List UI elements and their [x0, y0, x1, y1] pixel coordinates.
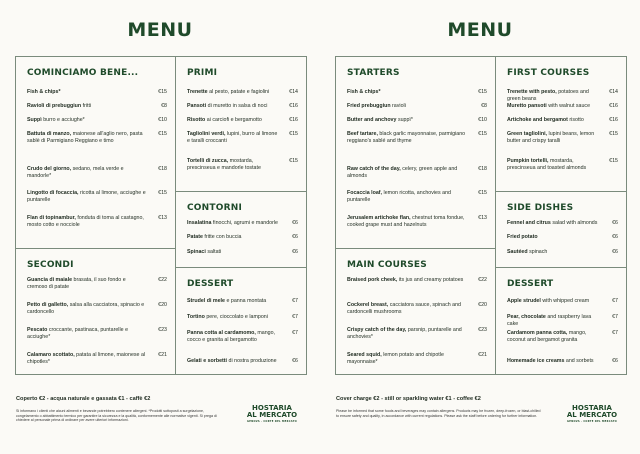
menu-item	[507, 298, 618, 305]
dish-price: €22	[158, 277, 167, 283]
dish-price: €7	[292, 314, 298, 320]
menu-item	[347, 277, 487, 284]
dish-description	[507, 89, 618, 104]
dish-name: Cockerel breast,	[347, 302, 389, 308]
menu-item	[347, 215, 487, 230]
menu-section	[336, 57, 495, 248]
dish-price: €15	[478, 89, 487, 95]
dish-description	[27, 215, 167, 230]
dish-details: mostarda, prescinseua e mandorle tostate	[187, 158, 261, 172]
dish-description	[347, 89, 487, 96]
menu-item	[27, 327, 167, 342]
dish-name: Cardamom panna cotta,	[507, 330, 568, 336]
dish-name: Sautéed	[507, 249, 528, 255]
dish-details: potatoes and green beans	[507, 89, 589, 103]
menu-item	[27, 215, 167, 230]
dish-name: Trenette with pesto,	[507, 89, 557, 95]
section-heading: DESSERT	[507, 279, 554, 289]
menu-column-left	[336, 57, 496, 374]
menu-item	[507, 117, 618, 124]
menu-item	[347, 166, 487, 181]
dish-details: lemon potato and chipotle mayonnaise*	[347, 352, 444, 366]
dish-price: €23	[478, 327, 487, 333]
dish-details: mango, cocco e granita al bergamotto	[187, 330, 276, 344]
menu-section	[496, 267, 626, 375]
dish-description	[347, 352, 487, 367]
dish-price: €6	[612, 358, 618, 364]
dish-price: €6	[612, 220, 618, 226]
dish-description	[507, 249, 618, 256]
dish-name: Apple strudel	[507, 298, 541, 304]
dish-description	[507, 234, 618, 241]
menu-item	[507, 103, 618, 110]
dish-name: Pumpkin tortelli,	[507, 158, 549, 164]
dish-details: al pesto, patate e fagiolini	[209, 89, 270, 95]
dish-name: Flan di topinambur,	[27, 215, 76, 221]
dish-details: burro e acciughe*	[43, 117, 85, 123]
menu-section	[496, 191, 626, 268]
dish-name: Muretto pansoti	[507, 103, 547, 109]
dish-name: Spinaci	[187, 249, 206, 255]
dish-price: €16	[609, 117, 618, 123]
menu-item	[507, 158, 618, 173]
dish-description	[187, 131, 298, 146]
dish-price: €14	[289, 89, 298, 95]
dish-name: Crispy catch of the day,	[347, 327, 407, 333]
menu-section	[176, 191, 306, 268]
section-heading: MAIN COURSES	[347, 260, 427, 270]
dish-name: Panna cotta al cardamomo,	[187, 330, 256, 336]
dish-price: €6	[612, 249, 618, 255]
dish-details: mostarda, prescinseua and toasted almonds	[507, 158, 587, 172]
section-heading: CONTORNI	[187, 203, 242, 213]
dish-price: €15	[289, 158, 298, 164]
logo-text: GENOVA · CORTE DEL MERCATO	[247, 420, 297, 423]
menu-item	[187, 314, 298, 321]
dish-details: ravioli	[392, 103, 406, 109]
menu-item	[187, 249, 298, 256]
dish-price: €6	[292, 249, 298, 255]
dish-name: Tortelli di zucca,	[187, 158, 229, 164]
menu-section	[176, 267, 306, 375]
restaurant-logo	[562, 405, 622, 423]
dish-description	[507, 298, 618, 305]
menu-item	[187, 117, 298, 124]
dish-name: Artichoke and bergamot	[507, 117, 568, 123]
section-heading: PRIMI	[187, 68, 218, 78]
dish-price: €7	[612, 314, 618, 320]
dish-price: €21	[158, 352, 167, 358]
menu-item	[347, 190, 487, 205]
dish-price: €21	[478, 352, 487, 358]
menu-item	[347, 103, 487, 110]
dish-name: Raw catch of the day,	[347, 166, 401, 172]
dish-details: fritti	[82, 103, 92, 109]
dish-price: €16	[609, 103, 618, 109]
dish-description	[27, 277, 167, 292]
dish-details: mango, coconut and bergamot granita	[507, 330, 587, 344]
dish-name: Focaccia loaf,	[347, 190, 383, 196]
dish-description	[347, 131, 487, 146]
dish-price: €7	[292, 330, 298, 336]
menu-item	[187, 298, 298, 305]
dish-price: €6	[292, 234, 298, 240]
dish-description	[507, 117, 618, 124]
menu-item	[27, 89, 167, 96]
dish-description	[507, 103, 618, 110]
dish-name: Fried prebuggiun	[347, 103, 391, 109]
dish-description	[27, 352, 167, 367]
dish-price: €13	[478, 215, 487, 221]
logo-text: AL MERCATO	[566, 411, 618, 419]
dish-name: Beef tartare,	[347, 131, 378, 137]
dish-description	[27, 190, 167, 205]
dish-name: Jerusalem artichoke flan,	[347, 215, 411, 221]
dish-description	[347, 103, 487, 110]
dish-details: cacciatora sauce, spinach and cardoncelli mushrooms	[347, 302, 461, 316]
dish-name: Calamaro scottato,	[27, 352, 75, 358]
dish-details: e panna montata	[226, 298, 267, 304]
menu-item	[27, 166, 167, 181]
section-heading: COMINCIAMO BENE...	[27, 68, 139, 78]
dish-price: €15	[609, 131, 618, 137]
menu-item	[27, 103, 167, 110]
logo-text: HOSTARIA	[572, 404, 612, 412]
dish-price: €6	[292, 220, 298, 226]
dish-price: €16	[289, 117, 298, 123]
menu-item	[507, 358, 618, 365]
restaurant-logo	[242, 405, 302, 423]
dish-description	[27, 166, 167, 181]
dish-description	[27, 327, 167, 342]
dish-details: black garlic mayonnaise, parmigiano reggiano's sablé and thyme	[347, 131, 466, 145]
menu-column-right	[496, 57, 626, 374]
dish-name: Suppì	[27, 117, 42, 123]
menu-item	[187, 234, 298, 241]
dish-description	[507, 220, 618, 227]
dish-details: pere, cioccolato e lamponi	[206, 314, 268, 320]
dish-description	[187, 234, 298, 241]
dish-price: €15	[158, 190, 167, 196]
dish-name: Braised pork cheek,	[347, 277, 398, 283]
dish-name: Gelati e sorbetti	[187, 358, 228, 364]
menu-title: MENU	[127, 19, 193, 41]
menu-item	[347, 327, 487, 342]
dish-details: finocchi, agrumi e mandorle	[212, 220, 278, 226]
dish-name: Seared squid,	[347, 352, 382, 358]
dish-price: €15	[158, 131, 167, 137]
logo-text: HOSTARIA	[252, 404, 292, 412]
dish-description	[187, 89, 298, 96]
dish-details: its jus and creamy potatoes	[398, 277, 464, 283]
dish-details: celery, green apple and almonds	[347, 166, 458, 180]
dish-price: €20	[478, 302, 487, 308]
dish-price: €14	[609, 89, 618, 95]
dish-price: €15	[158, 89, 167, 95]
menu-item	[347, 352, 487, 367]
dish-price: €16	[289, 103, 298, 109]
menu-item	[347, 89, 487, 96]
menu-item	[27, 117, 167, 124]
dish-name: Battuta di manzo,	[27, 131, 72, 137]
dish-name: Tagliolini verdi,	[187, 131, 226, 137]
dish-name: Pansoti	[187, 103, 207, 109]
dish-name: Ravioli di prebuggiun	[27, 103, 82, 109]
dish-details: sedano, mela verde e mandorle*	[27, 166, 124, 180]
menu-section	[176, 57, 306, 191]
menu-item	[27, 352, 167, 367]
dish-details: di muretto in salsa di noci	[207, 103, 268, 109]
menu-item	[507, 330, 618, 345]
menu-item	[347, 117, 487, 124]
dish-description	[187, 358, 298, 365]
dish-details: ricotta al limone, acciughe e puntarelle	[27, 190, 146, 204]
menu-section	[496, 57, 626, 191]
dish-price: €7	[292, 298, 298, 304]
dish-details: patata al limone, maionese al chipotles*	[27, 352, 146, 366]
dish-details: with walnut sauce	[548, 103, 591, 109]
dish-name: Lingotto di focaccia,	[27, 190, 79, 196]
dish-description	[347, 215, 487, 230]
dish-name: Green tagliolini,	[507, 131, 548, 137]
dish-name: Fennel and citrus	[507, 220, 551, 226]
dish-description	[27, 117, 167, 124]
dish-description	[507, 158, 618, 173]
dish-description	[347, 277, 487, 284]
dish-name: Insalatina	[187, 220, 212, 226]
dish-details: with whipped cream	[542, 298, 590, 304]
dish-name: Fish & chips*	[27, 89, 61, 95]
menu-item	[507, 89, 618, 104]
dish-price: €18	[158, 166, 167, 172]
dish-name: Fried potato	[507, 234, 538, 240]
menu-item	[507, 131, 618, 146]
dish-price: €15	[478, 131, 487, 137]
dish-details: ai carciofi e bergamotto	[206, 117, 262, 123]
menu-section	[16, 57, 175, 248]
menu-section	[16, 248, 175, 375]
dish-description	[27, 103, 167, 110]
dish-description	[187, 220, 298, 227]
dish-price: €15	[609, 158, 618, 164]
menu-grid	[335, 56, 627, 375]
menu-item	[507, 220, 618, 227]
dish-description	[347, 117, 487, 124]
dish-description	[187, 330, 298, 345]
dish-price: €7	[612, 298, 618, 304]
menu-item	[27, 131, 167, 146]
menu-item	[347, 131, 487, 146]
menu-column-right	[176, 57, 306, 374]
dish-details: fritte con buccia	[204, 234, 242, 240]
dish-price: €15	[478, 190, 487, 196]
dish-price: €15	[289, 131, 298, 137]
dish-price: €6	[612, 234, 618, 240]
dish-details: chestnut toma fondue, cooked grape must and hazelnuts	[347, 215, 465, 229]
dish-price: €8	[481, 103, 487, 109]
dish-description	[187, 314, 298, 321]
dish-price: €6	[292, 358, 298, 364]
section-heading: SECONDI	[27, 260, 74, 270]
dish-description	[27, 302, 167, 317]
menu-item	[187, 358, 298, 365]
menu-item	[187, 330, 298, 345]
dish-name: Trenette	[187, 89, 208, 95]
menu-item	[187, 89, 298, 96]
dish-details: salsa alla cacciatora, spinacio e cardoncello	[27, 302, 145, 316]
dish-price: €13	[158, 215, 167, 221]
dish-price: €20	[158, 302, 167, 308]
menu-column-left	[16, 57, 176, 374]
section-heading: DESSERT	[187, 279, 234, 289]
dish-price: €18	[478, 166, 487, 172]
allergen-note: Please be informed that some foods and beverages may contain allergens. Products may be frozen, deep-frozen, or blast-chilled to ensure safety and quality, in accordance with current regulations. Please ask the staff before ordering for further information.	[336, 409, 541, 418]
dish-description	[187, 249, 298, 256]
dish-description	[347, 327, 487, 342]
menu-grid	[15, 56, 307, 375]
allergen-note: Si informano i clienti che alcuni alimenti e bevande potrebbero contenere allergeni. *Prodotti sottoposti a surgelazione, congelamento o abbattimento termico per garantire la sicurezza e la qualità, conformemente alle normative vigenti. Si prega di chiedere al personale prima di ordinare per avere ulteriori informazioni.	[16, 409, 217, 423]
dish-name: Strudel di mele	[187, 298, 225, 304]
section-heading: FIRST COURSES	[507, 68, 590, 78]
menu-item	[347, 302, 487, 317]
dish-details: lemon ricotta, anchovies and puntarelle	[347, 190, 451, 204]
dish-details: di nostra produzione	[228, 358, 277, 364]
menu-section	[336, 248, 495, 375]
dish-details: and raspberry lava cake	[507, 314, 592, 328]
dish-description	[507, 330, 618, 345]
dish-name: Fish & chips*	[347, 89, 381, 95]
dish-price: €10	[158, 117, 167, 123]
dish-description	[507, 131, 618, 146]
dish-price: €7	[612, 330, 618, 336]
dish-description	[347, 166, 487, 181]
dish-name: Pescato	[27, 327, 48, 333]
dish-price: €8	[161, 103, 167, 109]
menu-item	[27, 277, 167, 292]
dish-details: brasata, il suo fondo e cremoso di patate	[27, 277, 126, 291]
dish-description	[187, 298, 298, 305]
section-heading: SIDE DISHES	[507, 203, 574, 213]
dish-description	[187, 117, 298, 124]
dish-details: croccante, pastinaca, puntarelle e acciughe*	[27, 327, 129, 341]
dish-details: fonduta di toma al castagno, mosto cotto e nocciole	[27, 215, 144, 229]
dish-name: Patate	[187, 234, 203, 240]
dish-details: lupini beans, lemon butter and crispy taralli	[507, 131, 595, 145]
dish-name: Tortino	[187, 314, 205, 320]
menu-item	[187, 158, 298, 173]
dish-description	[27, 89, 167, 96]
dish-description	[187, 158, 298, 173]
dish-details: suppì*	[397, 117, 413, 123]
menu-item	[507, 314, 618, 329]
menu-item	[507, 249, 618, 256]
dish-name: Homemade ice creams	[507, 358, 565, 364]
dish-details: and sorbets	[565, 358, 594, 364]
dish-details: risotto	[569, 117, 584, 123]
logo-text: AL MERCATO	[246, 411, 298, 419]
dish-details: spinach	[529, 249, 548, 255]
dish-details: saltati	[207, 249, 222, 255]
dish-description	[347, 190, 487, 205]
dish-price: €22	[478, 277, 487, 283]
dish-details: parsnip, puntarelle and anchovies*	[347, 327, 462, 341]
price-footer: Cover charge €2 - still or sparkling water €1 - coffee €2	[336, 396, 481, 402]
dish-details: salad with almonds	[552, 220, 598, 226]
dish-description	[187, 103, 298, 110]
dish-name: Crudo del giorno,	[27, 166, 72, 172]
logo-text: GENOVA · CORTE DEL MERCATO	[567, 420, 617, 423]
section-heading: STARTERS	[347, 68, 400, 78]
dish-name: Butter and anchovy	[347, 117, 397, 123]
menu-item	[187, 131, 298, 146]
menu-item	[187, 220, 298, 227]
dish-description	[27, 131, 167, 146]
menu-title: MENU	[447, 19, 513, 41]
dish-name: Petto di galletto,	[27, 302, 69, 308]
dish-description	[507, 358, 618, 365]
menu-item	[507, 234, 618, 241]
dish-details: lupini, burro al limone e taralli croccanti	[187, 131, 278, 145]
dish-description	[347, 302, 487, 317]
dish-price: €23	[158, 327, 167, 333]
dish-details: maionese all'aglio nero, pasta sablè di Parmigiano Reggiano e timo	[27, 131, 143, 145]
dish-price: €10	[478, 117, 487, 123]
menu-item	[27, 302, 167, 317]
dish-name: Pear, chocolate	[507, 314, 546, 320]
menu-item	[27, 190, 167, 205]
menu-item	[187, 103, 298, 110]
dish-name: Risotto	[187, 117, 206, 123]
price-footer: Coperto €2 - acqua naturale e gassata €1 - caffè €2	[16, 396, 151, 402]
dish-description	[507, 314, 618, 329]
menu-page-english	[320, 0, 640, 454]
dish-name: Guancia di maiale	[27, 277, 73, 283]
